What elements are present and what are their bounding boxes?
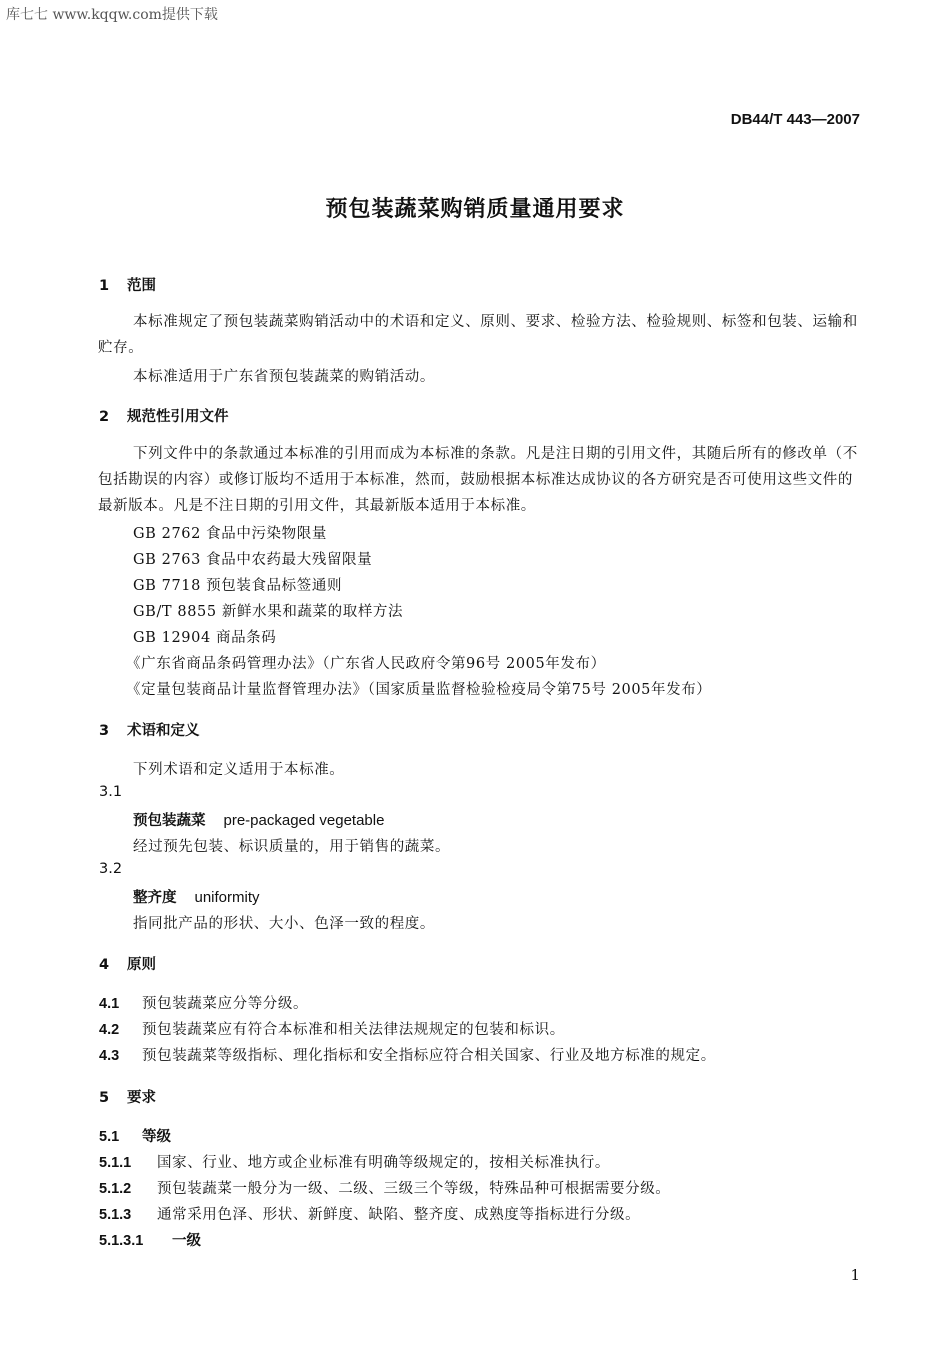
section-title: 范围 [127,278,156,294]
standard-number: DB44/T 443—2007 [730,111,860,128]
term-number: 3.1 [99,784,123,800]
clause-item [99,1177,670,1198]
clause-number: 5.1.1 [99,1155,132,1171]
clause-text: 预包装蔬菜等级指标、理化指标和安全指标应符合相关国家、行业及地方标准的规定。 [142,1048,716,1064]
clause-number: 4.1 [99,996,120,1012]
watermark-text: 库七七 www.kqqw.com提供下载 [6,7,218,23]
section-3-paragraph: 下列术语和定义适用于本标准。 [133,762,345,778]
reference-item: 《定量包装商品计量监督管理办法》（国家质量监督检验检疫局令第75号 2005年发布） [126,682,712,698]
clause-number: 4.2 [99,1022,120,1038]
section-number: 3 [99,723,110,739]
section-number: 4 [99,957,110,973]
term-zh: 整齐度 [133,890,177,906]
term-zh: 预包装蔬菜 [133,813,206,829]
term-en: pre-packaged vegetable [223,812,385,829]
section-1-paragraph-1: 本标准规定了预包装蔬菜购销活动中的术语和定义、原则、要求、检验方法、检验规则、标签和包装、运输和贮存。 [98,314,858,356]
clause-text: 预包装蔬菜应分等分级。 [142,996,309,1012]
section-2-heading [99,405,229,426]
term-entry [133,886,260,907]
term-entry [133,809,384,830]
reference-item: 《广东省商品条码管理办法》（广东省人民政府令第96号 2005年发布） [126,656,606,672]
section-number: 5 [99,1090,110,1106]
subsection-title: 等级 [142,1129,171,1145]
clause-item [99,992,308,1013]
subsection-heading [99,1229,201,1250]
section-1-heading [99,274,156,295]
reference-item: GB 2763 食品中农药最大残留限量 [133,552,373,568]
clause-text: 预包装蔬菜一般分为一级、二级、三级三个等级，特殊品种可根据需要分级。 [157,1181,671,1197]
clause-number: 5.1.2 [99,1181,132,1197]
clause-item [99,1018,565,1039]
section-3-heading [99,719,200,740]
section-title: 原则 [127,957,156,973]
page-number: 1 [850,1266,860,1284]
section-1-paragraph-2: 本标准适用于广东省预包装蔬菜的购销活动。 [133,369,435,385]
section-title: 术语和定义 [127,723,200,739]
term-en: uniformity [194,889,260,906]
section-2-paragraph: 下列文件中的条款通过本标准的引用而成为本标准的条款。凡是注日期的引用文件，其随后所有的修改单（不包括勘误的内容）或修订版均不适用于本标准，然而，鼓励根据本标准达成协议的各方研究是否可使用这些文件的最新版本。凡是不注日期的引用文件，其最新版本适用于本标准。 [98,446,858,514]
section-number: 1 [99,278,110,294]
document-title: 预包装蔬菜购销质量通用要求 [325,197,625,222]
clause-item [99,1044,716,1065]
section-title: 要求 [127,1090,156,1106]
section-5-heading [99,1086,156,1107]
reference-item: GB/T 8855 新鲜水果和蔬菜的取样方法 [133,604,404,620]
clause-text: 国家、行业、地方或企业标准有明确等级规定的，按相关标准执行。 [157,1155,610,1171]
reference-item: GB 12904 商品条码 [133,630,277,646]
term-definition: 指同批产品的形状、大小、色泽一致的程度。 [133,916,435,932]
section-4-heading [99,953,156,974]
reference-item: GB 7718 预包装食品标签通则 [133,578,343,594]
subsection-number: 5.1 [99,1129,120,1145]
subsection-title: 一级 [172,1233,201,1249]
clause-item [99,1203,640,1224]
clause-text: 预包装蔬菜应有符合本标准和相关法律法规规定的包装和标识。 [142,1022,565,1038]
clause-item [99,1151,610,1172]
clause-number: 4.3 [99,1048,120,1064]
clause-number: 5.1.3 [99,1207,132,1223]
section-number: 2 [99,409,110,425]
clause-text: 通常采用色泽、形状、新鲜度、缺陷、整齐度、成熟度等指标进行分级。 [157,1207,641,1223]
term-number: 3.2 [99,861,123,877]
reference-item: GB 2762 食品中污染物限量 [133,526,327,542]
term-definition: 经过预先包装、标识质量的，用于销售的蔬菜。 [133,839,451,855]
subsection-number: 5.1.3.1 [99,1233,144,1249]
subsection-heading [99,1125,171,1146]
section-title: 规范性引用文件 [127,409,229,425]
